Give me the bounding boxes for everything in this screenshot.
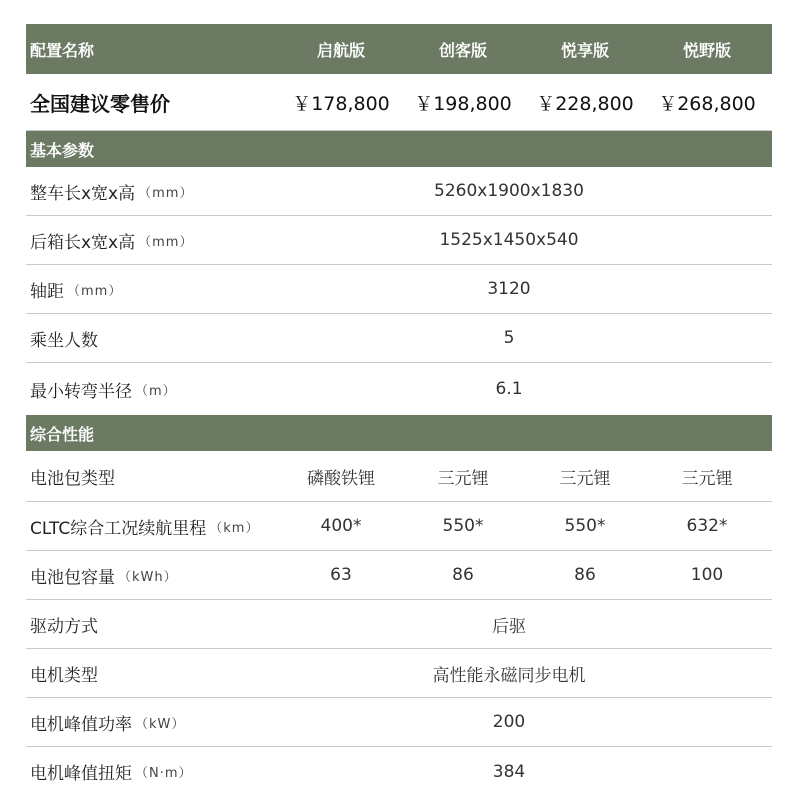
spec-label: 最小转弯半径 （m） [30,381,177,402]
spec-value: 三元锂 [437,468,489,489]
price-value: ￥198,800 [414,92,512,115]
spec-label: 电机峰值功率 （kW） [30,714,186,735]
spec-label: 电池包类型 [30,468,115,489]
spec-row-motor-type [26,649,772,698]
model-chuangke-header: 创客版 [438,40,487,60]
section-performance-header [26,415,772,451]
price-row [26,74,772,131]
spec-value: 550* [442,516,484,536]
spec-row-motor-power [26,698,772,747]
spec-row-battery-type [26,451,772,502]
spec-value: 86 [574,565,596,585]
config-name-header: 配置名称 [30,40,95,60]
spec-value: 5260x1900x1830 [434,181,584,201]
spec-value: 100 [690,565,724,585]
spec-row-wheelbase [26,265,772,314]
spec-value: 6.1 [495,379,523,399]
spec-value: 三元锂 [559,468,611,489]
spec-value: 200 [492,712,526,732]
spec-row-turning-radius [26,363,772,415]
spec-value: 3120 [487,279,531,299]
spec-label: 后箱长x宽x高 （mm） [30,232,194,253]
section-basic-header [26,131,772,167]
spec-row-cargo [26,216,772,265]
model-yueye-header: 悦野版 [682,40,731,60]
spec-label: 整车长x宽x高 （mm） [30,183,194,204]
section-title: 基本参数 [30,140,95,160]
price-value: ￥178,800 [292,92,390,115]
spec-row-battery-capacity [26,551,772,600]
spec-value: 400* [320,516,362,536]
table-header-row [26,24,772,74]
spec-label: 轴距 （mm） [30,281,123,302]
spec-label: 电池包容量 （kWh） [30,567,178,588]
model-qihang-header: 启航版 [316,40,365,60]
spec-row-seats [26,314,772,363]
price-value: ￥268,800 [658,92,756,115]
spec-value: 5 [503,328,515,348]
spec-label: 乘坐人数 [30,330,98,351]
spec-value: 三元锂 [681,468,733,489]
spec-value: 632* [686,516,728,536]
spec-row-drive [26,600,772,649]
price-label: 全国建议零售价 [30,91,170,116]
spec-row-range [26,502,772,551]
spec-label: 电机类型 [30,665,98,686]
spec-value: 磷酸铁锂 [307,468,375,489]
spec-row-dimensions [26,167,772,216]
section-title: 综合性能 [30,424,95,444]
spec-label: CLTC综合工况续航里程 （km） [30,518,260,539]
model-yuexiang-header: 悦享版 [560,40,609,60]
spec-value: 后驱 [492,616,526,637]
spec-value: 1525x1450x540 [439,230,579,250]
spec-table [26,24,772,796]
spec-value: 高性能永磁同步电机 [432,665,586,686]
price-value: ￥228,800 [536,92,634,115]
spec-value: 550* [564,516,606,536]
spec-value: 384 [492,761,526,782]
spec-value: 86 [452,565,474,585]
spec-row-motor-torque [26,747,772,796]
spec-value: 63 [330,565,352,585]
spec-label: 驱动方式 [30,616,98,637]
spec-label: 电机峰值扭矩 （N·m） [30,764,193,784]
